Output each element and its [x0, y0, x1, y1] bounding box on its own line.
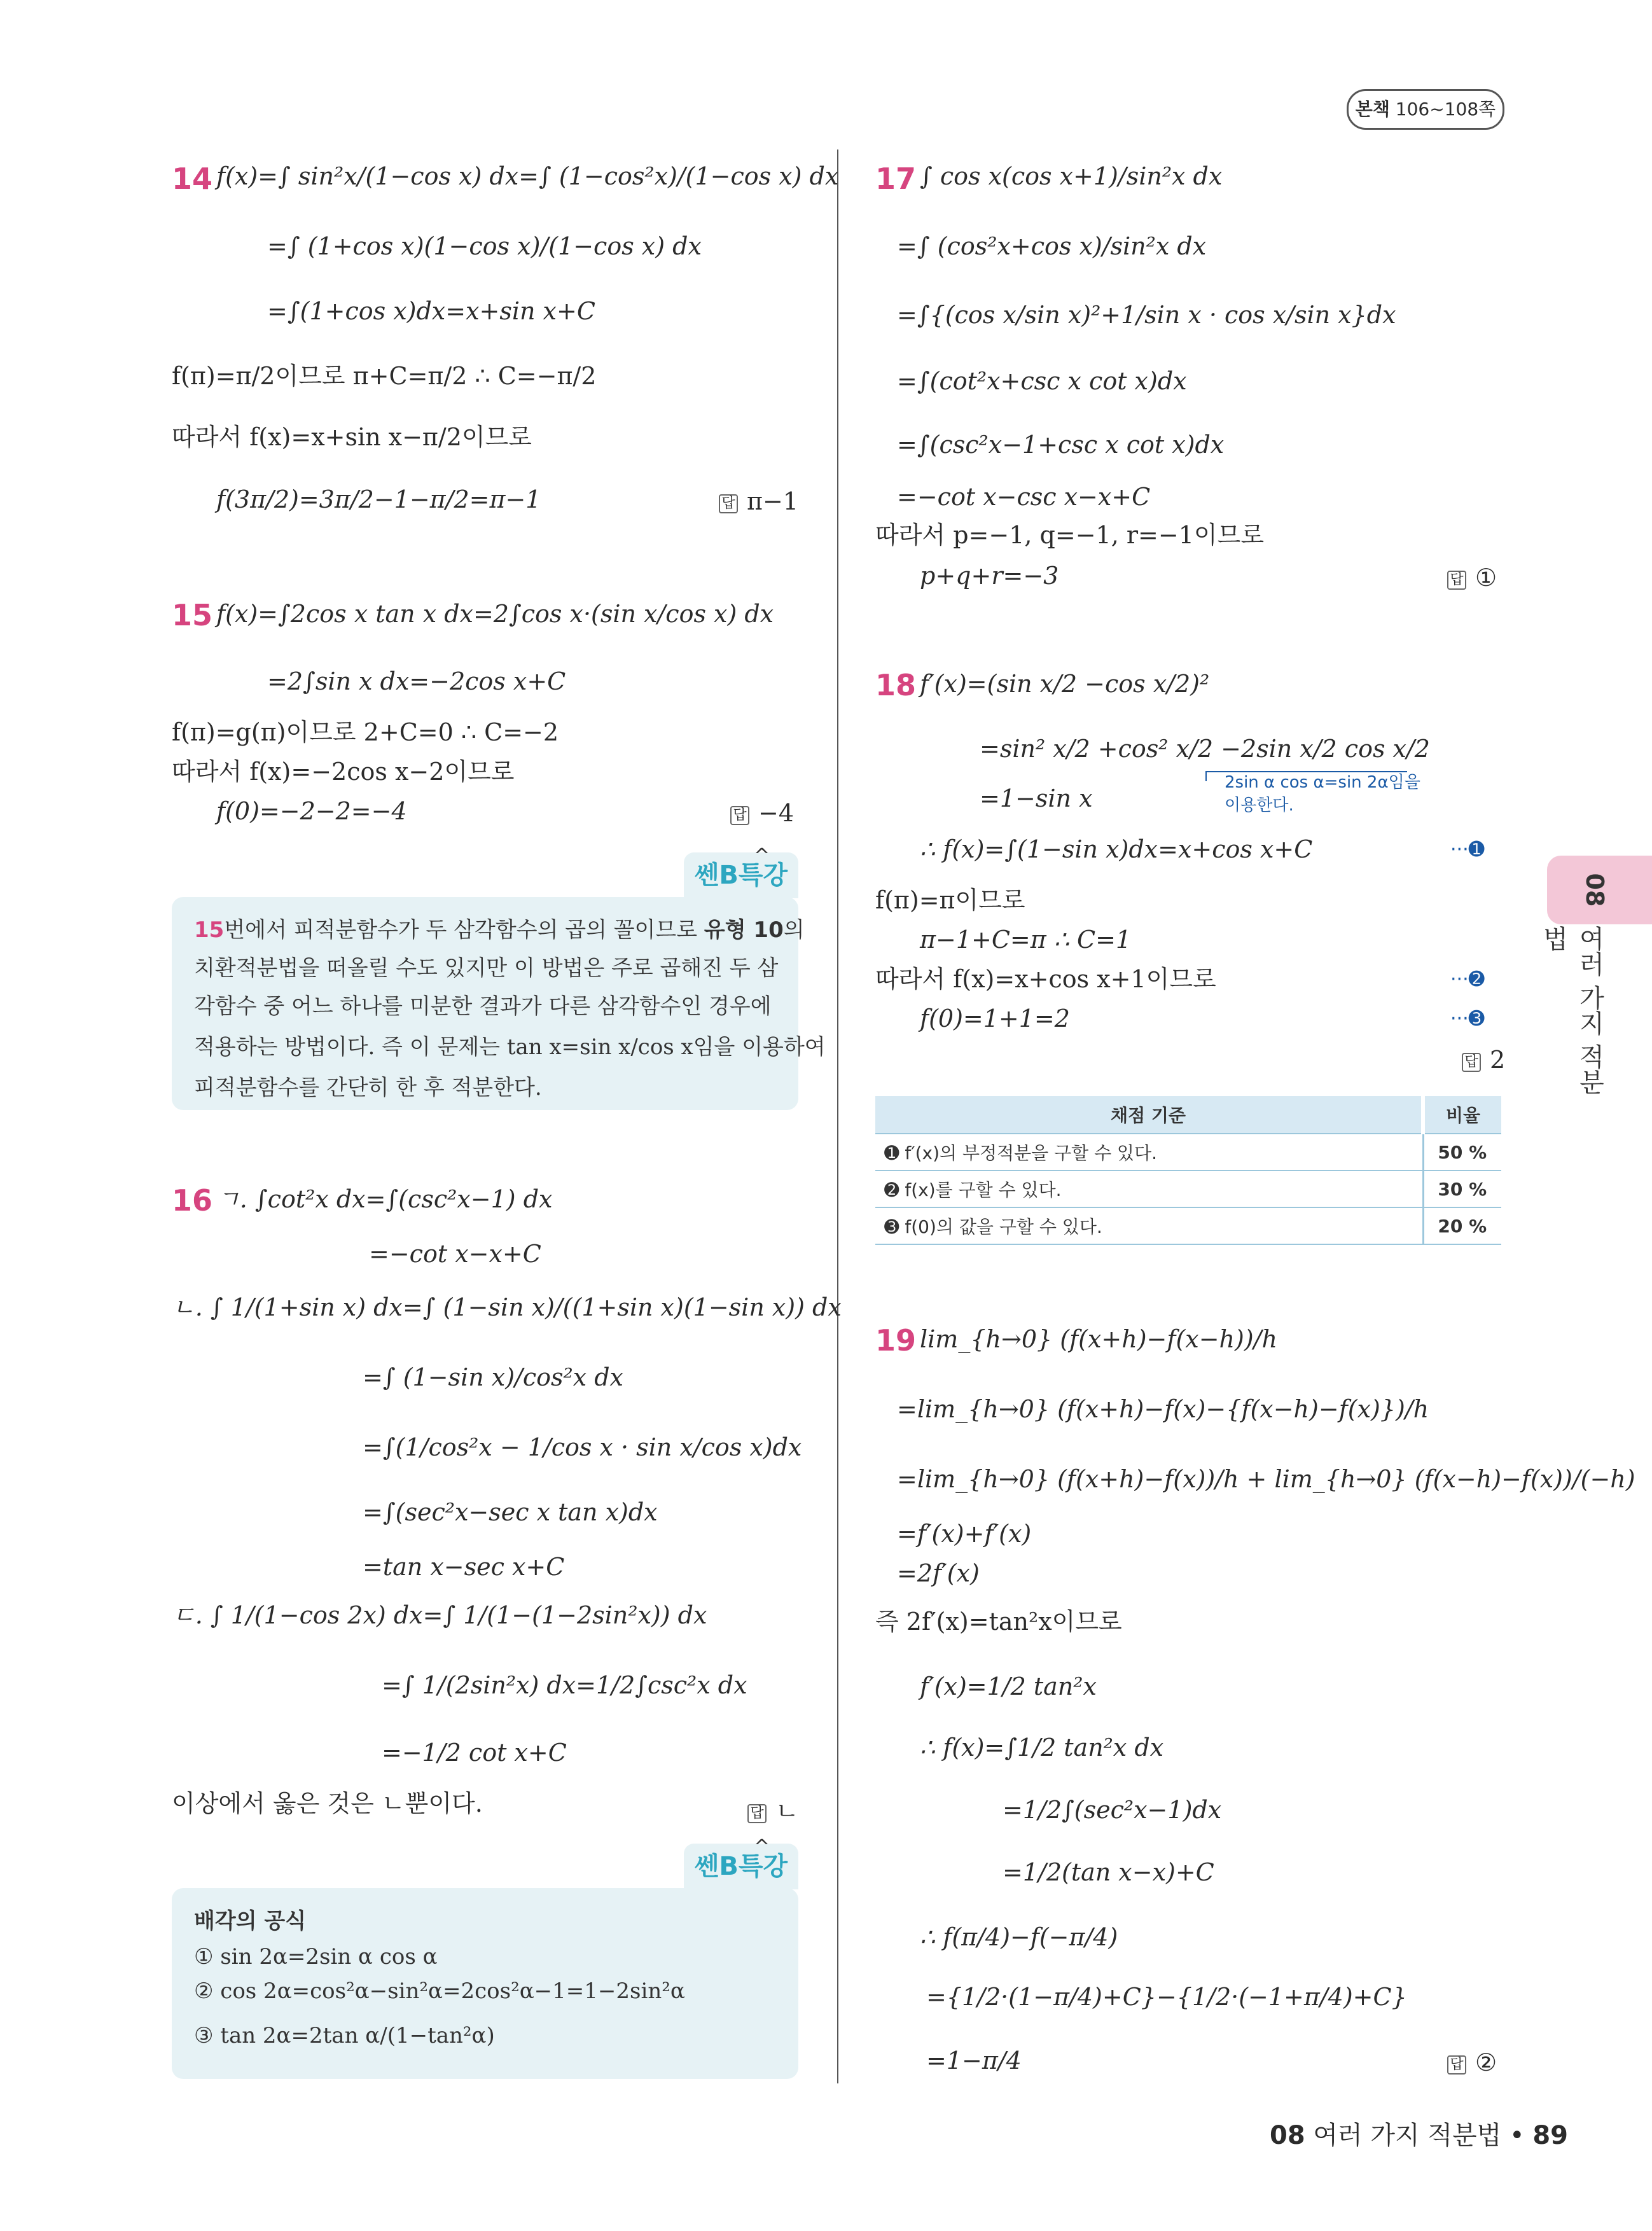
tip-1-line-5: 피적분함수를 간단히 한 후 적분한다.: [194, 1075, 542, 1101]
table-cell-ratio: 20 %: [1423, 1207, 1501, 1244]
p17-answer-value: ①: [1475, 564, 1497, 592]
p18-line-4: ∴ f(x)=∫(1−sin x)dx=x+cos x+C: [920, 835, 1313, 863]
problem-16-number: 16: [172, 1183, 213, 1218]
problem-18-number: 18: [875, 668, 917, 702]
p16-line-1: ㄱ. ∫cot²x dx=∫(csc²x−1) dx: [216, 1185, 553, 1213]
column-divider: [837, 149, 838, 2083]
table-header-criteria: 채점 기준: [875, 1096, 1423, 1134]
p16-line-11: 이상에서 옳은 것은 ㄴ뿐이다.: [172, 1790, 483, 1817]
caret-icon: ^: [754, 845, 770, 867]
tip-2-formula-2: ② cos 2α=cos²α−sin²α=2cos²α−1=1−2sin²α: [194, 1978, 685, 2004]
p19-line-13: =1−π/4: [926, 2047, 1022, 2075]
p16-line-3: ㄴ. ∫ 1/(1+sin x) dx=∫ (1−sin x)/((1+sin x)(1−sin x)) dx: [172, 1293, 842, 1321]
p19-line-7: f′(x)=1/2 tan²x: [920, 1672, 1097, 1700]
p18-mark-1: ···➊: [1450, 838, 1485, 861]
table-cell-criteria: ➌ f(0)의 값을 구할 수 있다.: [875, 1207, 1423, 1244]
page-reference-badge: [1347, 89, 1504, 130]
p17-line-4: =∫(cot²x+csc x cot x)dx: [897, 367, 1187, 395]
table-cell-criteria: ➋ f(x)를 구할 수 있다.: [875, 1171, 1423, 1207]
p18-line-6: π−1+C=π ∴ C=1: [920, 926, 1132, 954]
p18-answer: [1462, 1046, 1505, 1074]
tip-1-line-3: 각함수 중 어느 하나를 미분한 결과가 다른 삼각함수인 경우에: [194, 994, 772, 1019]
p17-answer: [1447, 564, 1497, 592]
table-row: [875, 1207, 1501, 1244]
p14-answer: [719, 487, 798, 515]
chapter-side-tab: [1547, 856, 1652, 924]
p19-line-11: ∴ f(π/4)−f(−π/4): [920, 1923, 1118, 1951]
p18-line-2: =sin² x/2 +cos² x/2 −2sin x/2 cos x/2: [980, 735, 1430, 763]
p15-answer-value: −4: [758, 799, 795, 827]
p18-answer-value: 2: [1490, 1046, 1506, 1074]
p16-line-6: =∫(sec²x−sec x tan x)dx: [363, 1498, 658, 1526]
answer-mark-icon: 답: [1447, 2055, 1466, 2075]
table-header-ratio: 비율: [1423, 1096, 1501, 1134]
problem-19-number: 19: [875, 1323, 917, 1358]
p16-line-8: ㄷ. ∫ 1/(1−cos 2x) dx=∫ 1/(1−(1−2sin²x)) dx: [172, 1601, 707, 1629]
p16-line-5: =∫(1/cos²x − 1/cos x · sin x/cos x)dx: [363, 1433, 802, 1461]
page-number: 89: [1532, 2121, 1569, 2150]
p17-line-3: =∫{(cos x/sin x)²+1/sin x · cos x/sin x}dx: [897, 301, 1396, 329]
p14-line-6: f(3π/2)=3π/2−1−π/2=π−1: [216, 485, 541, 513]
tip-2-formula-3: ③ tan 2α=2tan α/(1−tan²α): [194, 2023, 495, 2048]
answer-mark-icon: 답: [719, 494, 738, 513]
p17-line-6: =−cot x−csc x−x+C: [897, 483, 1151, 511]
table-row: [875, 1171, 1501, 1207]
p18-mark-2: ···➋: [1450, 968, 1485, 990]
tip-2-title: 배각의 공식: [194, 1908, 307, 1934]
problem-14-number: 14: [172, 162, 213, 196]
page-footer: [1270, 2115, 1568, 2151]
answer-mark-icon: 답: [747, 1804, 767, 1823]
table-header-row: [875, 1096, 1501, 1134]
p16-line-2: =−cot x−x+C: [369, 1240, 541, 1268]
table-cell-ratio: 30 %: [1423, 1171, 1501, 1207]
answer-mark-icon: 답: [730, 806, 749, 825]
problem-15-number: 15: [172, 598, 213, 632]
tip-1-line-4: 적용하는 방법이다. 즉 이 문제는 tan x=sin x/cos x임을 이용하여: [194, 1034, 826, 1060]
p17-line-1: ∫ cos x(cos x+1)/sin²x dx: [920, 162, 1223, 190]
p19-line-10: =1/2(tan x−x)+C: [1003, 1858, 1214, 1886]
chapter-side-number: 08: [1581, 873, 1609, 907]
p16-line-9: =∫ 1/(2sin²x) dx=1/2∫csc²x dx: [382, 1671, 747, 1699]
p19-line-2: =lim_{h→0} (f(x+h)−f(x)−{f(x−h)−f(x)})/h: [897, 1395, 1429, 1423]
chapter-side-title: 여러 가지 적분법: [1539, 926, 1604, 1095]
problem-17-number: 17: [875, 162, 917, 196]
tip-1-label: ^ 쎈B특강: [684, 852, 798, 898]
p19-line-1: lim_{h→0} (f(x+h)−f(x−h))/h: [920, 1325, 1277, 1353]
p16-line-7: =tan x−sec x+C: [363, 1553, 565, 1581]
p18-line-5: f(π)=π이므로: [875, 886, 1025, 914]
p18-line-8: f(0)=1+1=2: [920, 1004, 1070, 1032]
p17-line-2: =∫ (cos²x+cos x)/sin²x dx: [897, 232, 1207, 260]
p19-line-4: =f′(x)+f′(x): [897, 1520, 1032, 1548]
p18-mark-3: ···➌: [1450, 1008, 1485, 1030]
p19-answer-value: ②: [1475, 2048, 1497, 2076]
p15-line-2: =2∫sin x dx=−2cos x+C: [267, 667, 566, 695]
p14-line-5: 따라서 f(x)=x+sin x−π/2이므로: [172, 423, 532, 451]
p14-line-1: f(x)=∫ sin²x/(1−cos x) dx=∫ (1−cos²x)/(1−cos x) dx: [216, 162, 839, 190]
p16-answer: [747, 1791, 799, 1826]
p14-answer-value: π−1: [747, 487, 798, 515]
p18-note: 2sin α cos α=sin 2α임을 이용한다.: [1225, 773, 1420, 815]
tip-2-label: ^ 쎈B특강: [684, 1844, 798, 1889]
answer-mark-icon: 답: [1462, 1053, 1481, 1072]
p19-line-9: =1/2∫(sec²x−1)dx: [1003, 1796, 1222, 1824]
table-cell-ratio: 50 %: [1423, 1134, 1501, 1171]
scoring-table: [875, 1096, 1501, 1245]
p17-line-5: =∫(csc²x−1+csc x cot x)dx: [897, 431, 1225, 459]
p19-line-8: ∴ f(x)=∫1/2 tan²x dx: [920, 1734, 1164, 1762]
ref-pages: 106~108쪽: [1395, 99, 1496, 120]
p17-line-8: p+q+r=−3: [920, 562, 1059, 590]
table-row: [875, 1134, 1501, 1171]
p15-line-3: f(π)=g(π)이므로 2+C=0 ∴ C=−2: [172, 718, 559, 746]
p18-line-1: f′(x)=(sin x/2 −cos x/2)²: [920, 670, 1210, 698]
p14-line-4: f(π)=π/2이므로 π+C=π/2 ∴ C=−π/2: [172, 362, 597, 390]
p14-line-2: =∫ (1+cos x)(1−cos x)/(1−cos x) dx: [267, 232, 702, 260]
p18-line-3: =1−sin x: [980, 784, 1093, 812]
tip-2-formula-1: ① sin 2α=2sin α cos α: [194, 1944, 438, 1970]
p14-line-3: =∫(1+cos x)dx=x+sin x+C: [267, 297, 595, 325]
p18-line-7: 따라서 f(x)=x+cos x+1이므로: [875, 965, 1216, 993]
p15-answer: [730, 799, 794, 827]
p19-line-3: =lim_{h→0} (f(x+h)−f(x))/h + lim_{h→0} (f(x−h)−f(x))/(−h): [897, 1465, 1635, 1493]
footer-title: 여러 가지 적분법: [1313, 2121, 1502, 2150]
tip-1-line-2: 치환적분법을 떠올릴 수도 있지만 이 방법은 주로 곱해진 두 삼: [194, 956, 779, 981]
p16-line-4: =∫ (1−sin x)/cos²x dx: [363, 1363, 623, 1391]
p19-answer: [1447, 2048, 1497, 2076]
p19-line-5: =2f′(x): [897, 1559, 980, 1587]
footer-chapter: 08: [1270, 2121, 1305, 2150]
p16-answer-value: ㄴ: [775, 1797, 799, 1825]
footer-separator: •: [1510, 2121, 1525, 2150]
p15-line-5: f(0)=−2−2=−4: [216, 797, 407, 825]
answer-mark-icon: 답: [1447, 571, 1466, 590]
p19-line-6: 즉 2f′(x)=tan²x이므로: [875, 1608, 1122, 1636]
p19-line-12: ={1/2·(1−π/4)+C}−{1/2·(−1+π/4)+C}: [926, 1983, 1407, 2011]
p16-line-10: =−1/2 cot x+C: [382, 1739, 567, 1767]
p15-line-1: f(x)=∫2cos x tan x dx=2∫cos x·(sin x/cos x) dx: [216, 600, 774, 628]
p17-line-7: 따라서 p=−1, q=−1, r=−1이므로: [875, 521, 1265, 549]
p15-line-4: 따라서 f(x)=−2cos x−2이므로: [172, 758, 515, 786]
table-cell-criteria: ➊ f′(x)의 부정적분을 구할 수 있다.: [875, 1134, 1423, 1171]
ref-book-label: 본책: [1355, 99, 1390, 120]
tip-1-line-1: 15번에서 피적분함수가 두 삼각함수의 곱의 꼴이므로 유형 10의: [194, 917, 805, 943]
caret-icon: ^: [754, 1836, 770, 1858]
